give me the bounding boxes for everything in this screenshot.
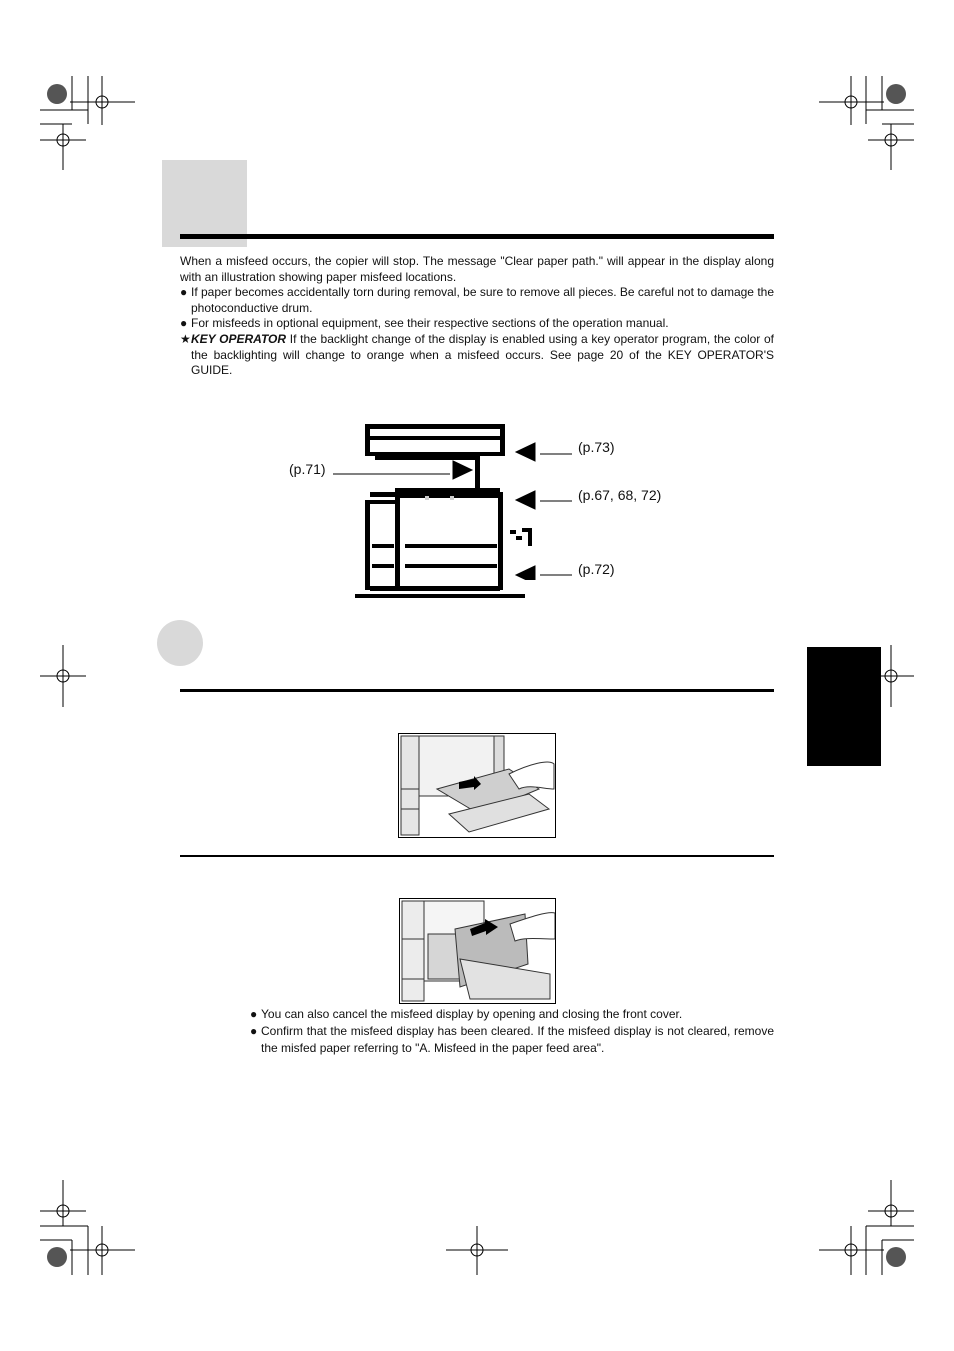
bullet-text: If paper becomes accidentally torn during removal, be sure to remove all pieces. Be careful not to damage the photoconductive drum. bbox=[191, 285, 774, 315]
chapter-thumb-tab bbox=[807, 647, 881, 766]
note-text: Confirm that the misfeed display has been cleared. If the misfeed display is not cleared, remove the misfed paper referring to "A. Misfeed in the paper feed area". bbox=[261, 1024, 774, 1055]
star-icon: ★ bbox=[180, 331, 191, 346]
bullet-item bbox=[180, 316, 774, 332]
pointer-arrows bbox=[330, 440, 590, 580]
bullet-icon: ● bbox=[180, 316, 188, 331]
bullet-item bbox=[180, 285, 774, 316]
arrow-left-icon bbox=[516, 443, 535, 461]
section-rule bbox=[180, 855, 774, 857]
ref-label-top: (p.73) bbox=[578, 439, 615, 455]
bullet-icon: ● bbox=[250, 1024, 258, 1038]
bypass-tray-photo bbox=[398, 733, 556, 838]
note-item bbox=[250, 1006, 774, 1023]
ref-label-bottom: (p.72) bbox=[578, 561, 615, 577]
bypass-tray-illustration bbox=[399, 734, 555, 837]
intro-paragraph: When a misfeed occurs, the copier will stop. The message "Clear paper path." will appear in the display along with an illustration showing paper misfeed locations. bbox=[180, 254, 774, 284]
notes-section bbox=[250, 1006, 774, 1057]
ref-label-middle: (p.67, 68, 72) bbox=[578, 487, 662, 503]
arrow-left-icon bbox=[516, 566, 535, 580]
ref-label-left: (p.71) bbox=[289, 461, 326, 477]
bullet-icon: ● bbox=[180, 285, 188, 300]
side-cover-photo bbox=[399, 898, 556, 1004]
side-cover-illustration bbox=[400, 899, 555, 1003]
bullet-icon: ● bbox=[250, 1007, 258, 1021]
note-item bbox=[250, 1023, 774, 1057]
section-rule bbox=[180, 689, 774, 692]
key-operator-text: If the backlight change of the display is enabled using a key operator program, the color of the backlighting will change to orange when a misfeed occurs. See page 20 of the KEY OPERATOR'S GUIDE. bbox=[191, 331, 775, 378]
bullet-text: For misfeeds in optional equipment, see their respective sections of the operation manual. bbox=[191, 316, 669, 331]
key-operator-note bbox=[180, 332, 774, 379]
intro-section bbox=[180, 254, 774, 379]
note-text: You can also cancel the misfeed display by opening and closing the front cover. bbox=[261, 1007, 683, 1021]
arrow-left-icon bbox=[516, 491, 535, 509]
section-marker-circle bbox=[157, 620, 203, 666]
key-operator-label: KEY OPERATOR bbox=[191, 331, 287, 346]
section-rule bbox=[180, 234, 774, 239]
arrow-right-icon bbox=[453, 461, 472, 479]
